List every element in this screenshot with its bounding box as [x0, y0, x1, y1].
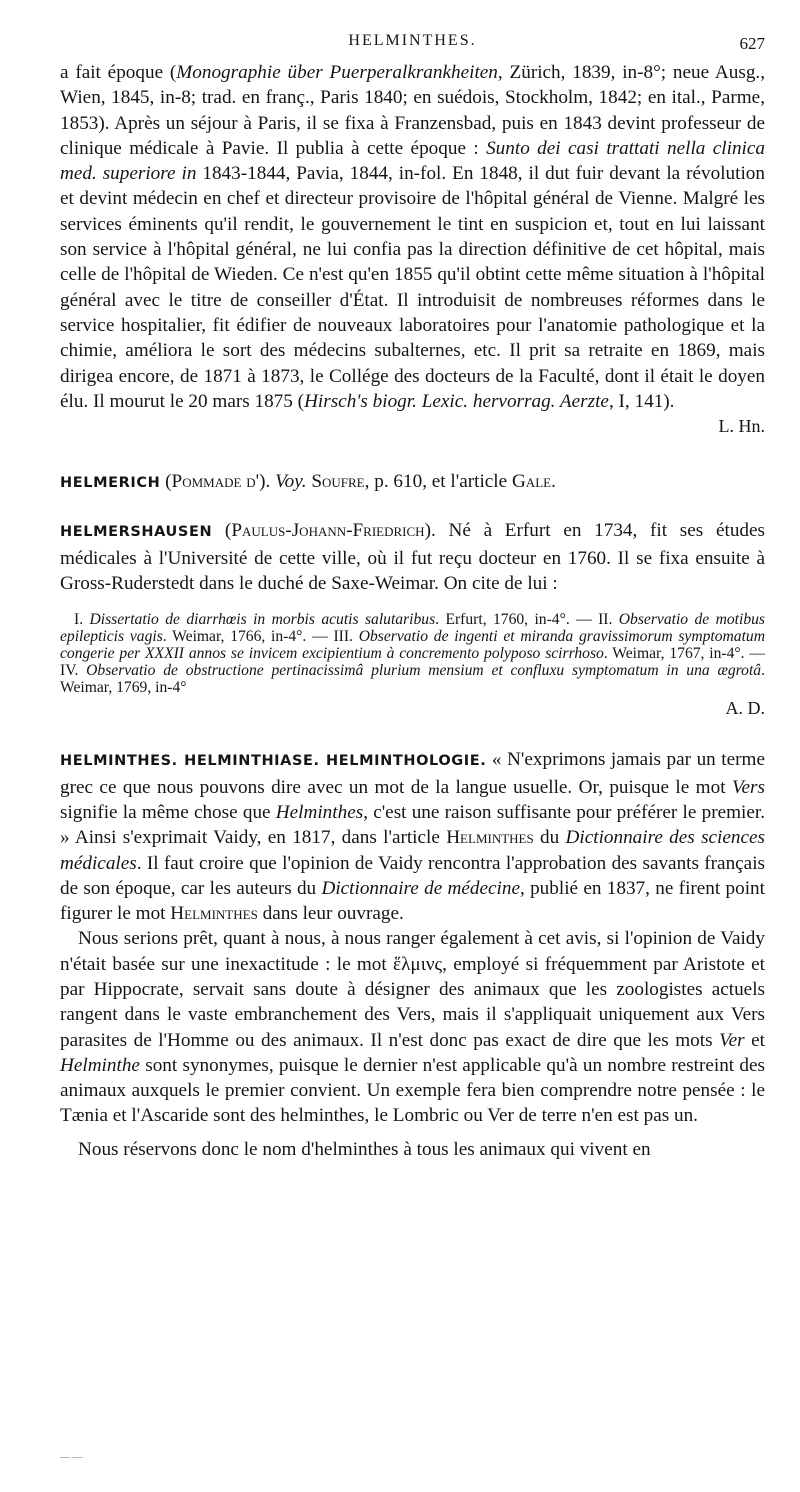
- small-caps-run: Helminthes: [170, 903, 258, 925]
- text-run: . Erfurt, 1760, in-4°. — II.: [435, 611, 619, 629]
- text-run: Nous réservons donc le nom d'helminthes à tous les animaux qui vivent en: [78, 1138, 651, 1160]
- italic-title: Observatio de obstructione pertinacissimâ plurium mensium et confluxu symptomatum in una ægrotâ: [86, 661, 762, 679]
- spacer: [60, 721, 765, 747]
- small-caps-run: Pommade d': [171, 471, 260, 493]
- text-run: « N'exprimons jamais par un terme grec ce que nous pouvons dire avec un mot de la langue usuelle. Or, puisque le mot: [60, 749, 765, 798]
- text-run: , employé si fréquemment par Aristote et par Hippocrate, servait sans doute à désigner des animaux que les zoologistes actuels rangent dans le vaste embranchement des Vers, mais il s'appliquait uniquement aux Vers parasites de l'Homme ou des animaux. Il n'est donc pas exact de dire que les mots: [60, 953, 765, 1051]
- running-title: HELMINTHES.: [348, 32, 477, 49]
- italic-title: Dissertatio de diarrhœis in morbis acutis salutaribus: [89, 611, 436, 629]
- italic-title: Dictionnaire de médecine: [321, 877, 520, 899]
- text-run: Nous serions prêt, quant à nous, à nous ranger également à cet avis, si l'opinion de Vaidy n'était basée sur une inexactitude : le mot: [60, 928, 765, 975]
- entry-helminthes-paragraph-1: [60, 747, 765, 926]
- text-run: dans leur ouvrage.: [257, 903, 404, 925]
- text-run: . Weimar, 1766, in-4°. — III.: [162, 628, 359, 646]
- headword: HELMERICH: [60, 475, 161, 492]
- spacer: [60, 1129, 765, 1137]
- italic-run: Helminthe: [60, 1054, 140, 1076]
- italic-run: Ver: [719, 1029, 745, 1051]
- spacer: [60, 596, 765, 612]
- text-run: sont synonymes, puisque le dernier n'est applicable qu'à un nombre restreint des animaux auxquels le premier convient. Un exemple fera bien comprendre notre pensée : le Tænia et l'Ascaride sont des helminthes, le Lombric ou Ver de terre n'en est pas un.: [60, 1054, 765, 1127]
- headword: HELMINTHES. HELMINTHIASE. HELMINTHOLOGIE.: [60, 753, 487, 770]
- text-run: signifie la même chose que: [60, 801, 276, 823]
- headword: HELMERSHAUSEN: [60, 524, 213, 541]
- author-signature: L. Hn.: [718, 416, 765, 437]
- text-run: 1843-1844, Pavia, 1844, in-fol. En 1848, il dut fuir devant la révolution et devint médecin en chef et directeur provisoire de l'hôpital général de Vienne. Malgré les services éminents qu'il rendit, le gouvernement le tint en suspicion et, tout en lui laissant son service à l'hôpital général, ne lui confia pas la direction définitive de cet hôpital, mais celle de l'hôpital de Wieden. Ce n'est qu'en 1855 qu'il obtint cette même situation à l'hôpital général avec le titre de conseiller d'État. Il introduisit de nombreuses réformes dans le service hospitalier, fit édifier de nouveaux laboratoires pour l'anatomie pathologique et la chimie, améliora le sort des médecins subalternes, etc. Il prit sa retraite en 1869, mais dirigea encore, de 1871 à 1873, le Collége des docteurs de la Faculté, dont il était le doyen élu. Il mourut le 20 mars 1875 (: [60, 163, 765, 412]
- text-run: .: [551, 471, 556, 493]
- bibliography: [60, 612, 765, 696]
- italic-run: Vers: [731, 776, 765, 798]
- text-run: . Weimar, 1767, in-4°. — IV.: [60, 644, 765, 679]
- page-number: 627: [739, 34, 765, 53]
- italic-title: Monographie über Puerperalkrankheiten: [176, 62, 498, 83]
- text-run: (: [160, 471, 172, 493]
- text-run: . Weimar, 1769, in-4°: [60, 661, 766, 696]
- italic-run: Voy.: [275, 471, 307, 493]
- text-run: , Zürich, 1839, in-8°; neue Ausg., Wien, 1845, in-8; trad. en franç., Paris 1840; en suédois, Stockholm, 1842; en ital., Parme, 1853). Après un séjour à Paris, il se fixa à Franzensbad, puis en 1843 devint professeur de clinique médicale à Pavie. Il publia à cette époque :: [60, 62, 766, 159]
- entry-helmerich: [60, 469, 765, 496]
- small-caps-run: Helminthes: [446, 827, 534, 849]
- small-caps-run: Paulus-Johann-Friedrich: [231, 520, 425, 542]
- cross-reference: Gale: [511, 471, 552, 493]
- text-run: , publié en 1837, ne firent point figurer le mot: [60, 877, 765, 925]
- italic-title: Observatio de ingenti et miranda gravissimorum symptomatum congerie per XXXII annos se invicem excipientium à concremento polyposo scirrhoso: [60, 628, 765, 662]
- italic-citation: Hirsch's biogr. Lexic. hervorrag. Aerzte: [304, 390, 609, 412]
- italic-title: Dictionnaire des sciences médicales: [60, 827, 765, 874]
- footer-mark: — —: [60, 1452, 83, 1463]
- entry-helmershausen: [60, 518, 765, 596]
- greek-word: ἕλμινς: [393, 953, 443, 975]
- italic-run: Helminthes: [275, 801, 364, 823]
- author-signature: A. D.: [725, 698, 765, 719]
- text-run: ).: [259, 471, 276, 493]
- page: [60, 28, 765, 1162]
- spacer: [60, 439, 765, 469]
- cross-reference: Soufre: [311, 471, 365, 493]
- text-run: , c'est une raison suffisante pour préférer le premier. » Ainsi s'exprimait Vaidy, en 1817, dans l'article: [60, 801, 765, 849]
- text-run: , p. 610, et l'article: [364, 471, 512, 493]
- text-run: (: [212, 520, 232, 542]
- entry-helminthes-paragraph-3: [60, 1137, 765, 1162]
- italic-title: Observatio de motibus epilepticis vagis: [60, 611, 765, 646]
- text-run: . Il faut croire que l'opinion de Vaidy rencontra l'approbation des savants français de son époque, car les auteurs du: [60, 852, 765, 899]
- italic-title: Sunto dei casi trattati nella clinica med. superiore in: [60, 137, 765, 185]
- text-run: ). Né à Erfurt en 1734, fit ses études médicales à l'Université de cette ville, où il fut reçu docteur en 1760. Il se fixa ensuite à Gross-Ruderstedt dans le duché de Saxe-Weimar. On cite de lui :: [60, 520, 765, 595]
- spacer: [60, 496, 765, 518]
- entry-helminthes-paragraph-2: [60, 926, 765, 1128]
- text-run: , I, 141).: [608, 390, 675, 412]
- text-run: a fait époque (: [60, 62, 177, 83]
- text-run: et: [744, 1029, 765, 1051]
- running-head: [60, 28, 765, 60]
- text-run: I.: [74, 611, 90, 629]
- entry-continuation-paragraph: [60, 60, 765, 414]
- text-run: du: [533, 827, 566, 849]
